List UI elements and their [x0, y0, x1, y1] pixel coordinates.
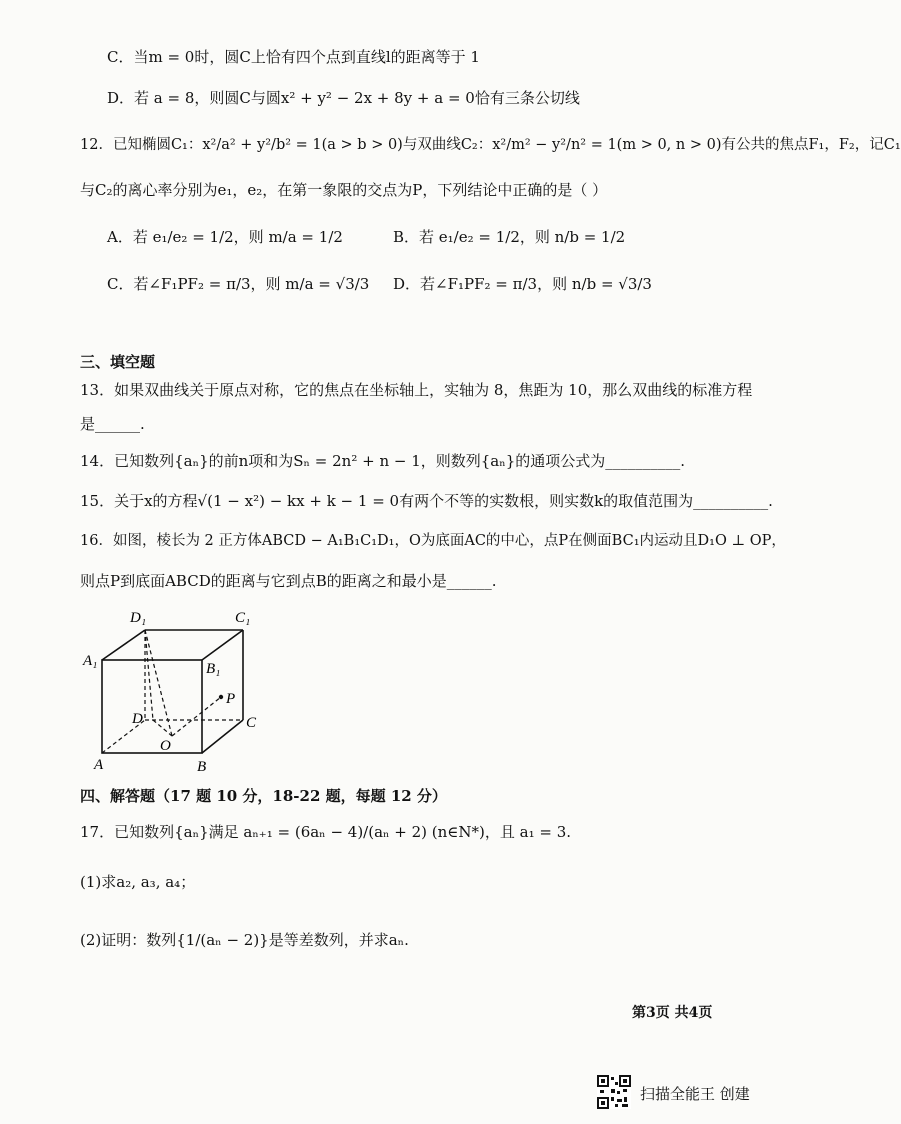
- q17-stem: 17．已知数列{aₙ}满足 aₙ₊₁ = (6aₙ − 4)/(aₙ + 2) (n∈N*)，且 a₁ = 3.: [80, 823, 572, 841]
- label-c: C: [246, 715, 257, 731]
- label-a1: A₁: [83, 653, 98, 669]
- q13-line2: 是______.: [80, 415, 145, 433]
- q12-option-c: C．若∠F₁PF₂ = π/3，则 m/a = √3/3: [107, 275, 370, 293]
- q11-option-d: D．若 a = 8，则圆C与圆x² + y² − 2x + 8y + a = 0恰有三条公切线: [107, 89, 580, 107]
- section3-title: 三、填空题: [80, 353, 156, 371]
- q12-option-d: D．若∠F₁PF₂ = π/3，则 n/b = √3/3: [393, 275, 652, 293]
- q12-option-b: B．若 e₁/e₂ = 1/2，则 n/b = 1/2: [393, 228, 626, 246]
- q11-option-c: C．当m = 0时，圆C上恰有四个点到直线l的距离等于 1: [107, 48, 480, 66]
- label-a: A: [94, 757, 104, 773]
- cube-figure: [80, 605, 280, 780]
- q16-line1: 16．如图，棱长为 2 正方体ABCD − A₁B₁C₁D₁，O为底面AC的中心，点P在侧面BC₁内运动且D₁O ⊥ OP，: [80, 533, 786, 549]
- label-b1: B₁: [206, 661, 221, 677]
- q12-stem-line1: 12．已知椭圆C₁：x²/a² + y²/b² = 1(a > b > 0)与双曲线C₂：x²/m² − y²/n² = 1(m > 0, n > 0)有公共的焦点F₁，F₂，记C₁: [80, 137, 901, 153]
- q12-stem-line2: 与C₂的离心率分别为e₁，e₂，在第一象限的交点为P，下列结论中正确的是（ ）: [80, 181, 608, 199]
- q17-part2: (2)证明：数列{1/(aₙ − 2)}是等差数列，并求aₙ.: [80, 931, 409, 949]
- label-d1: D₁: [130, 610, 147, 626]
- label-c1: C₁: [235, 610, 251, 626]
- label-d: D: [132, 711, 143, 727]
- page-number: 第3页 共4页: [632, 1005, 713, 1021]
- qr-code-icon: [597, 1075, 631, 1109]
- q17-part1: (1)求a₂, a₃, a₄；: [80, 873, 196, 891]
- label-b: B: [197, 759, 207, 775]
- q14: 14．已知数列{aₙ}的前n项和为Sₙ = 2n² + n − 1，则数列{aₙ}的通项公式为__________.: [80, 452, 686, 470]
- q13-line1: 13．如果双曲线关于原点对称，它的焦点在坐标轴上，实轴为 8，焦距为 10，那么双曲线的标准方程: [80, 381, 753, 399]
- label-p: P: [226, 691, 236, 707]
- q12-option-a: A．若 e₁/e₂ = 1/2，则 m/a = 1/2: [107, 228, 343, 246]
- scanner-watermark: 扫描全能王 创建: [640, 1085, 750, 1103]
- q15: 15．关于x的方程√(1 − x²) − kx + k − 1 = 0有两个不等的实数根，则实数k的取值范围为__________.: [80, 492, 773, 510]
- label-o: O: [160, 738, 171, 754]
- section4-title: 四、解答题（17 题 10 分，18-22 题，每题 12 分）: [80, 787, 447, 805]
- q16-line2: 则点P到底面ABCD的距离与它到点B的距离之和最小是______.: [80, 572, 497, 590]
